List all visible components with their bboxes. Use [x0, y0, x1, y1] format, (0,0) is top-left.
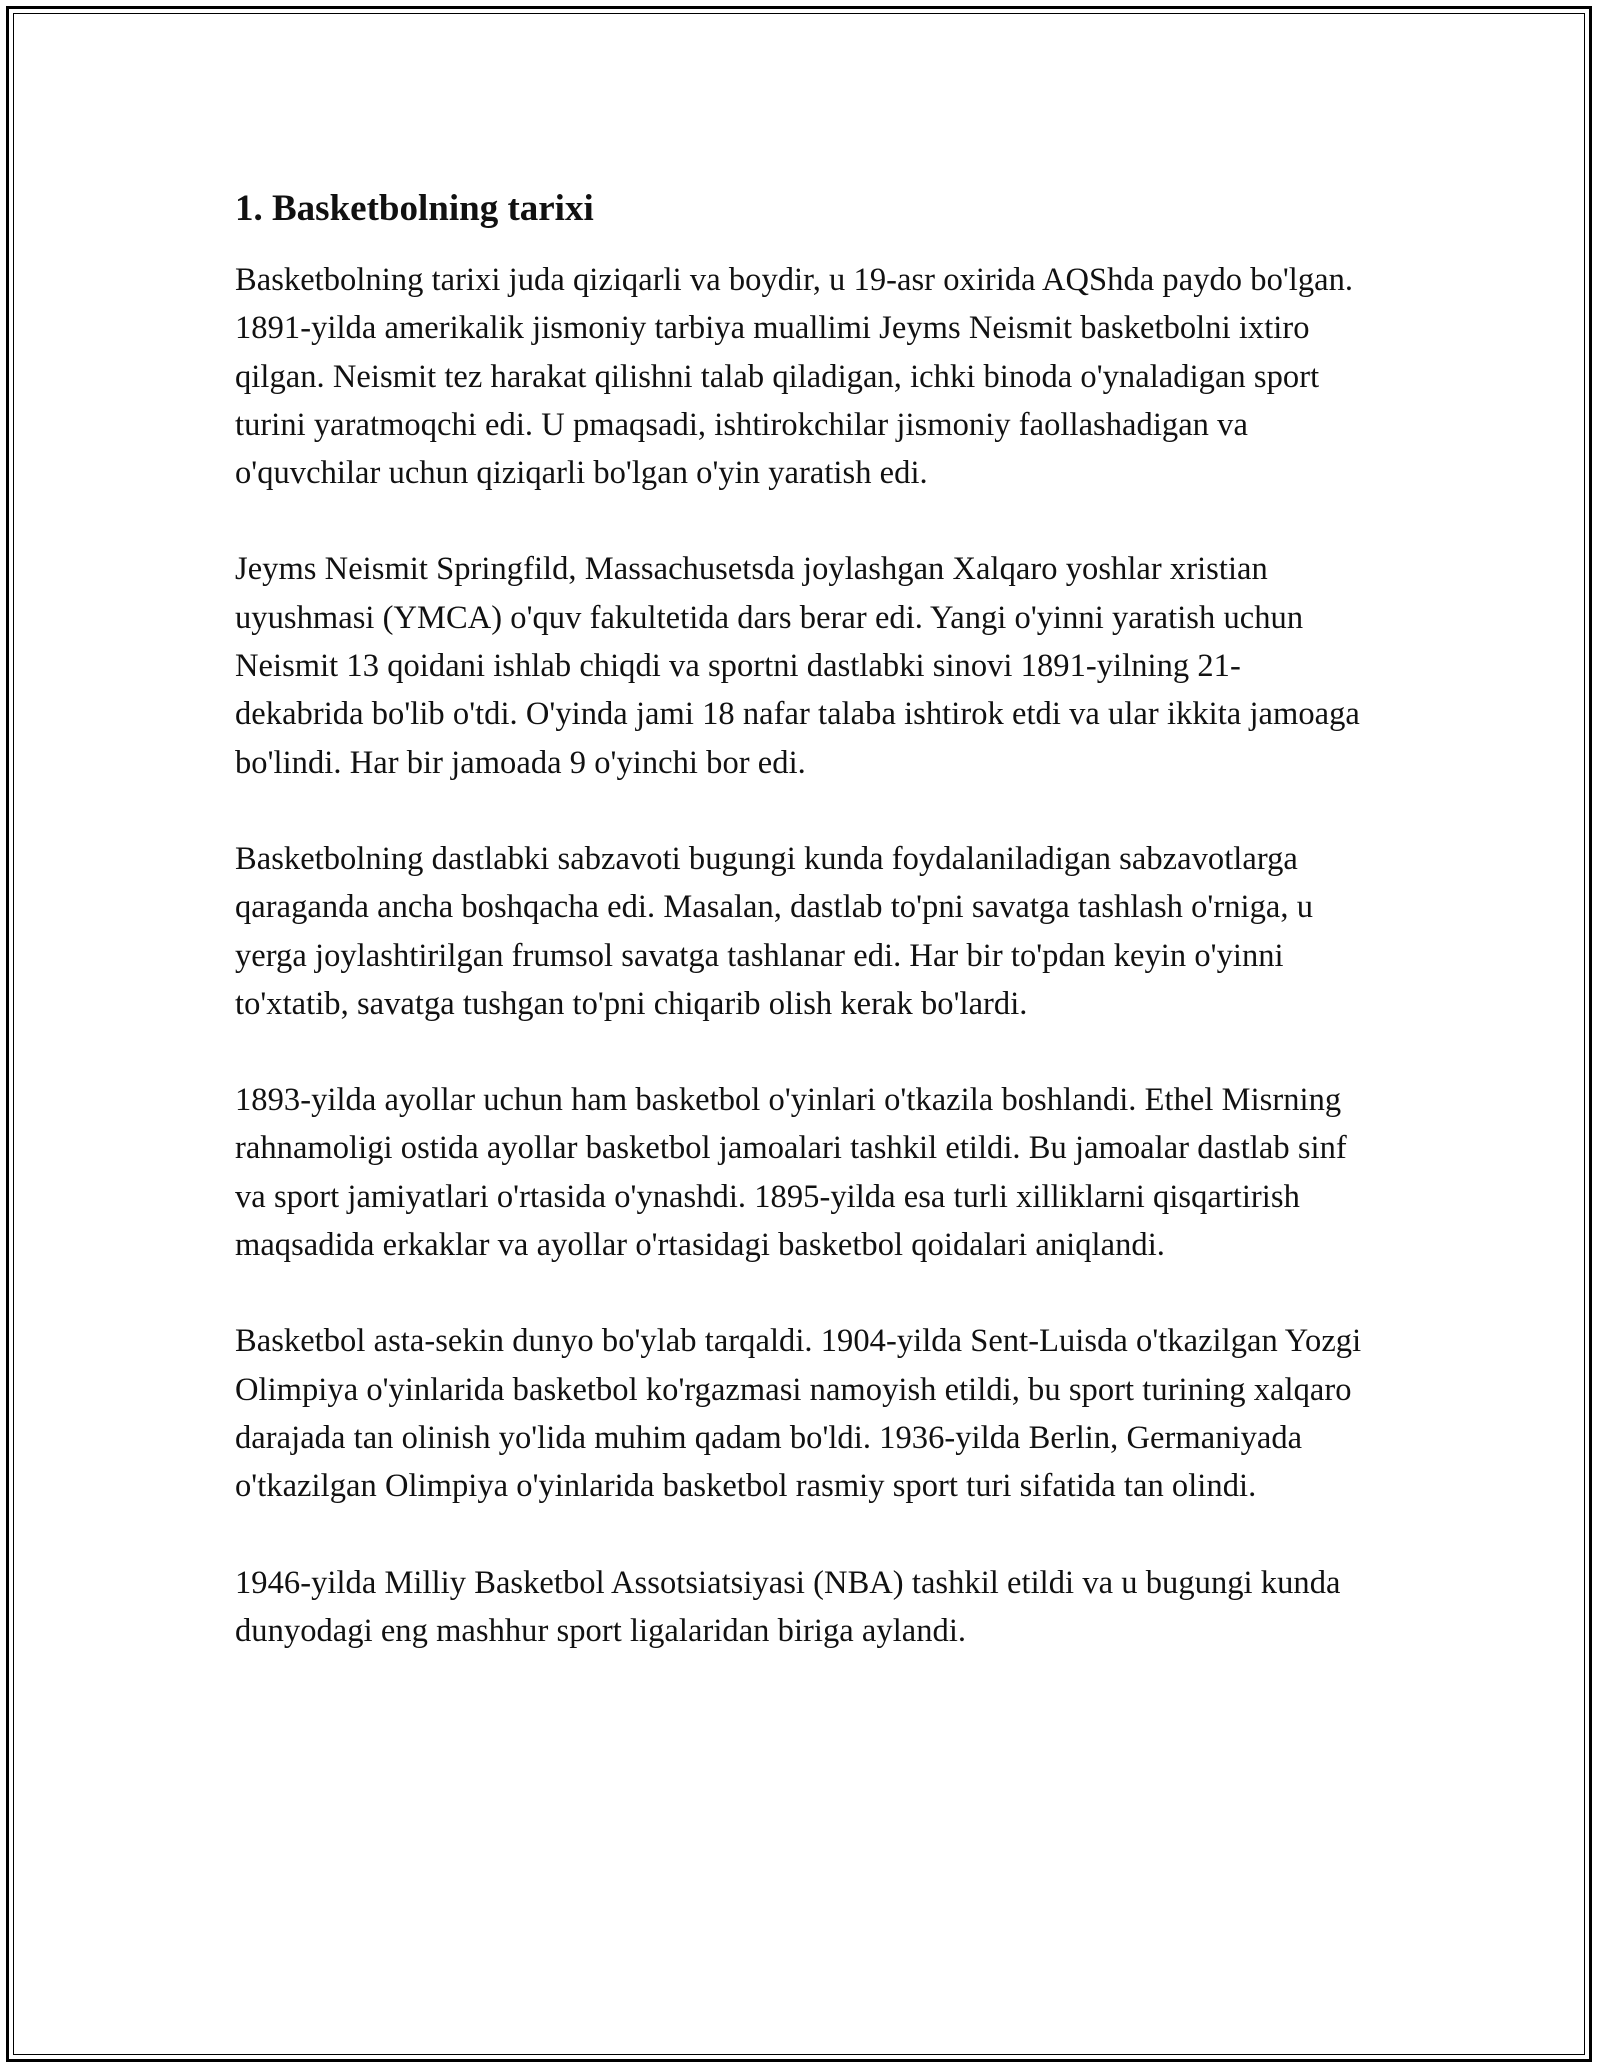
- paragraph-1: Basketbolning tarixi juda qiziqarli va boydir, u 19-asr oxirida AQShda paydo bo'lgan. 1891-yilda amerikalik jismoniy tarbiya muallimi Jeyms Neismit basketbolni ixtiro qilgan. Neismit tez harakat qilishni talab qiladigan, ichki binoda o'ynaladigan sport turini yaratmoqchi edi. U pmaqsadi, ishtirokchilar jismoniy faollashadigan va o'quvchilar uchun qiziqarli bo'lgan o'yin yaratish edi.: [235, 262, 1354, 492]
- paragraph-3: Basketbolning dastlabki sabzavoti bugungi kunda foydalaniladigan sabzavotlarga qaraganda ancha boshqacha edi. Masalan, dastlab to'pni savatga tashlash o'rniga, u yerga joylashtirilgan frumsol savatga tashlanar edi. Har bir to'pdan keyin o'yinni to'xtatib, savatga tushgan to'pni chiqarib olish kerak bo'lardi.: [235, 840, 1314, 1022]
- paragraph-6: 1946-yilda Milliy Basketbol Assotsiatsiyasi (NBA) tashkil etildi va u bugungi kunda dunyodagi eng mashhur sport ligalaridan biriga aylandi.: [235, 1564, 1341, 1649]
- paragraph-2: Jeyms Neismit Springfild, Massachusetsda joylashgan Xalqaro yoshlar xristian uyushmasi (YMCA) o'quv fakultetida dars berar edi. Yangi o'yinni yaratish uchun Neismit 13 qoidani ishlab chiqdi va sportni dastlabki sinovi 1891-yilning 21-dekabrida bo'lib o'tdi. O'yinda jami 18 nafar talaba ishtirok etdi va ular ikkita jamoaga bo'lindi. Har bir jamoada 9 o'yinchi bor edi.: [235, 551, 1360, 781]
- paragraph-5: Basketbol asta-sekin dunyo bo'ylab tarqaldi. 1904-yilda Sent-Luisda o'tkazilgan Yozgi Olimpiya o'yinlarida basketbol ko'rgazmasi namoyish etildi, bu sport turining xalqaro darajada tan olinish yo'lida muhim qadam bo'ldi. 1936-yilda Berlin, Germaniyada o'tkazilgan Olimpiya o'yinlarida basketbol rasmiy sport turi sifatida tan olindi.: [235, 1323, 1362, 1505]
- paragraph-4: 1893-yilda ayollar uchun ham basketbol o'yinlari o'tkazila boshlandi. Ethel Misrning rahnamoligi ostida ayollar basketbol jamoalari tashkil etildi. Bu jamoalar dastlab sinf va sport jamiyatlari o'rtasida o'ynashdi. 1895-yilda esa turli xilliklarni qisqartirish maqsadida erkaklar va ayollar o'rtasidagi basketbol qoidalari aniqlandi.: [235, 1082, 1347, 1264]
- document-body: [235, 185, 1365, 1703]
- section-heading: 1. Basketbolning tarixi: [235, 188, 594, 229]
